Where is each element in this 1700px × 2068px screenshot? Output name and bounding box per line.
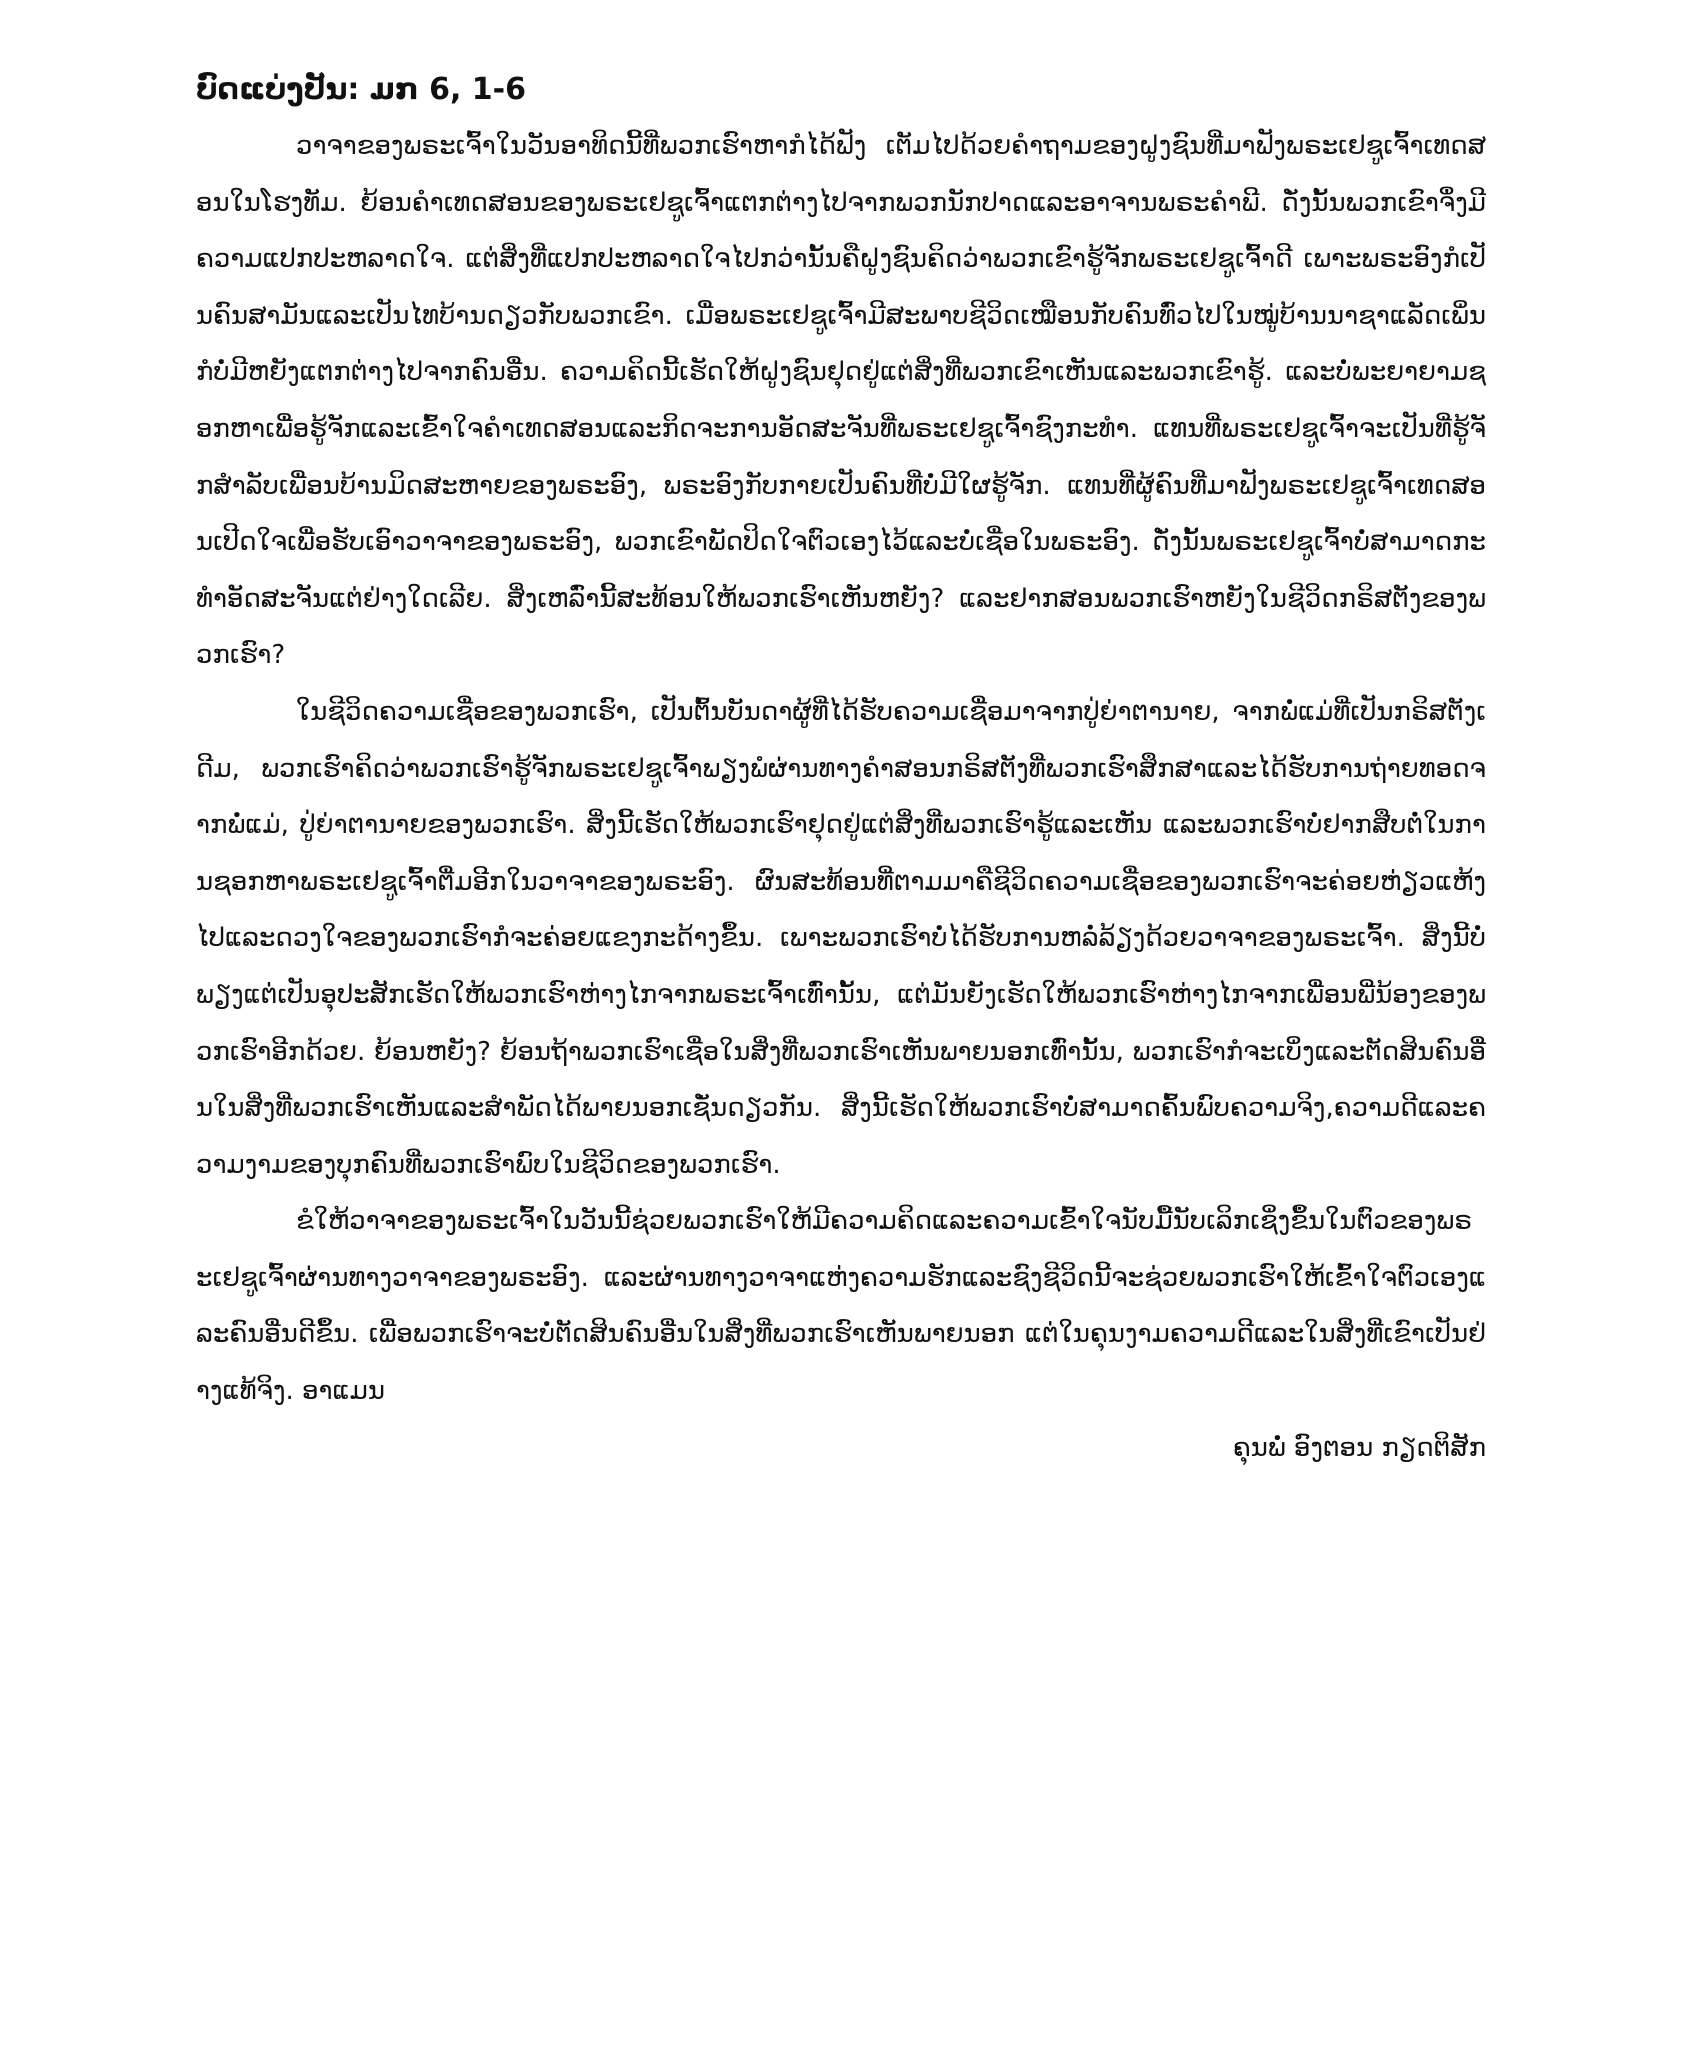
- document-title: ບົດແບ່ງປັນ: ມກ 6, 1-6: [196, 72, 526, 107]
- paragraph-1: ວາຈາຂອງພຣະເຈົ້າໃນວັນອາທິດນີ້ທີ່ພວກເຮົາຫາກໍໄດ້ຟັງ ເຕັມໄປດ້ວຍຄໍາຖາມຂອງຝູງຊົນທີ່ມາຟັງພຣະເຢຊູເຈົ້າເທດສອນໃນໂຮງທັມ. ຍ້ອນຄໍາເທດສອນຂອງພຣະເຢຊູເຈົ້າແຕກຕ່າງໄປຈາກພວກນັກປາດແລະອາຈານພຣະຄໍາພີ. ດັ່ງນັ້ນພວກເຂົາຈຶ່ງມີຄວາມແປກປະຫລາດໃຈ. ແຕ່ສິ່ງທີ່ແປກປະຫລາດໃຈໄປກວ່ານັ້ນຄືຝູງຊົນຄິດວ່າພວກເຂົາຮູ້ຈັກພຣະເຢຊູເຈົ້າດີ ເພາະພຣະອົງກໍເປັນຄົນສາມັນແລະເປັນໄທບ້ານດຽວກັບພວກເຂົາ. ເມື່ອພຣະເຢຊູເຈົ້າມີສະພາບຊີວິດເໝືອນກັບຄົນທົ່ວໄປໃນໝູ່ບ້ານນາຊາແລັດເພິ່ນກໍບໍ່ມີຫຍັງແຕກຕ່າງໄປຈາກຄົນອື່ນ. ຄວາມຄິດນີ້ເຮັດໃຫ້ຝູງຊົນຢຸດຢູ່ແຕ່ສິ່ງທີ່ພວກເຂົາເຫັນແລະພວກເຂົາຮູ້. ແລະບໍ່ພະຍາຍາມຊອກຫາເພື່ອຮູ້ຈັກແລະເຂົ້າໃຈຄໍາເທດສອນແລະກິດຈະການອັດສະຈັນທີ່ພຣະເຢຊູເຈົ້າຊົງກະທໍາ. ແທນທີ່ພຣະເຢຊູເຈົ້າຈະເປັນທີ່ຮູ້ຈັກສໍາລັບເພື່ອນບ້ານມິດສະຫາຍຂອງພຣະອົງ, ພຣະອົງກັບກາຍເປັນຄົນທີ່ບໍ່ມີໃຜຮູ້ຈັກ. ແທນທີ່ຜູ້ຄົນທີ່ມາຟັງພຣະເຢຊູເຈົ້າເທດສອນເປີດໃຈເພື່ອຮັບເອົາວາຈາຂອງພຣະອົງ, ພວກເຂົາພັດປິດໃຈຕົວເອງໄວ້ແລະບໍ່ເຊື່ອໃນພຣະອົງ. ດັ່ງນັ້ນພຣະເຢຊູເຈົ້າບໍ່ສາມາດກະທໍາອັດສະຈັນແຕ່ຢ່າງໃດເລີຍ. ສິ່ງເຫລົ່ານີ້ສະທ້ອນໃຫ້ພວກເຮົາເຫັນຫຍັງ? ແລະຢາກສອນພວກເຮົາຫຍັງໃນຊີວິດກຣິສຕັງຂອງພວກເຮົາ?: [196, 131, 1486, 671]
- paragraph-3: ຂໍໃຫ້ວາຈາຂອງພຣະເຈົ້າໃນວັນນີ້ຊ່ວຍພວກເຮົາໃຫ້ມີຄວາມຄິດແລະຄວາມເຂົ້າໃຈນັບມື້ນັບເລິກເຊິ່ງຂຶ້ນໃນຕົວຂອງພຣະເຢຊູເຈົ້າຜ່ານທາງວາຈາຂອງພຣະອົງ. ແລະຜ່ານທາງວາຈາແຫ່ງຄວາມຮັກແລະຊົງຊີວິດນີ້ຈະຊ່ວຍພວກເຮົາໃຫ້ເຂົ້າໃຈຕົວເອງແລະຄົນອື່ນດີຂຶ້ນ. ເພື່ອພວກເຮົາຈະບໍ່ຕັດສິນຄົນອື່ນໃນສິ່ງທີ່ພວກເຮົາເຫັນພາຍນອກ ແຕ່ໃນຄຸນງາມຄວາມດີແລະໃນສິ່ງທີ່ເຂົາເປັນຢ່າງແທ້ຈິງ. ອາແມນ: [196, 1206, 1486, 1407]
- document-body: [196, 62, 1486, 1476]
- paragraph-2: ໃນຊີວິດຄວາມເຊື່ອຂອງພວກເຮົາ, ເປັນຕົ້ນບັນດາຜູ້ທີ່ໄດ້ຮັບຄວາມເຊື່ອມາຈາກປູ່ຍ່າຕານາຍ, ຈາກພໍ່ແມ່ທີ່ເປັນກຣິສຕັງເດີມ, ພວກເຮົາຄິດວ່າພວກເຮົາຮູ້ຈັກພຣະເຢຊູເຈົ້າພຽງພໍຜ່ານທາງຄໍາສອນກຣິສຕັງທີ່ພວກເຮົາສຶກສາແລະໄດ້ຮັບການຖ່າຍທອດຈາກພໍ່ແມ່, ປູ່ຍ່າຕານາຍຂອງພວກເຮົາ. ສິ່ງນີ້ເຮັດໃຫ້ພວກເຮົາຢຸດຢູ່ແຕ່ສິ່ງທີ່ພວກເຮົາຮູ້ແລະເຫັນ ແລະພວກເຮົາບໍ່ຢາກສືບຕໍ່ໃນການຊອກຫາພຣະເຢຊູເຈົ້າຕື່ມອີກໃນວາຈາຂອງພຣະອົງ. ຜົນສະທ້ອນທີ່ຕາມມາຄືຊີວິດຄວາມເຊື່ອຂອງພວກເຮົາຈະຄ່ອຍຫ່ຽວແຫ້ງໄປແລະດວງໃຈຂອງພວກເຮົາກໍຈະຄ່ອຍແຂງກະດ້າງຂຶ້ນ. ເພາະພວກເຮົາບໍ່ໄດ້ຮັບການຫລໍ່ລ້ຽງດ້ວຍວາຈາຂອງພຣະເຈົ້າ. ສິ່ງນີ້ບໍ່ພຽງແຕ່ເປັນອຸປະສັກເຮັດໃຫ້ພວກເຮົາຫ່າງໄກຈາກພຣະເຈົ້າເທົ່ານັ້ນ, ແຕ່ມັນຍັງເຮັດໃຫ້ພວກເຮົາຫ່າງໄກຈາກເພື່ອນພີ່ນ້ອງຂອງພວກເຮົາອີກດ້ວຍ. ຍ້ອນຫຍັງ? ຍ້ອນຖ້າພວກເຮົາເຊື່ອໃນສິ່ງທີ່ພວກເຮົາເຫັນພາຍນອກເທົ່ານັ້ນ, ພວກເຮົາກໍຈະເບິ່ງແລະຕັດສິນຄົນອື່ນໃນສິ່ງທີ່ພວກເຮົາເຫັນແລະສໍາພັດໄດ້ພາຍນອກເຊັ່ນດຽວກັນ. ສິ່ງນີ້ເຮັດໃຫ້ພວກເຮົາບໍ່ສາມາດຄົ້ນພົບຄວາມຈິງ,ຄວາມດີແລະຄວາມງາມຂອງບຸກຄົນທີ່ພວກເຮົາພົບໃນຊີວິດຂອງພວກເຮົາ.: [196, 696, 1486, 1180]
- author-signature: ຄຸນພໍ່ ອົງຕອນ ກຽດຕິສັກ: [1232, 1432, 1486, 1463]
